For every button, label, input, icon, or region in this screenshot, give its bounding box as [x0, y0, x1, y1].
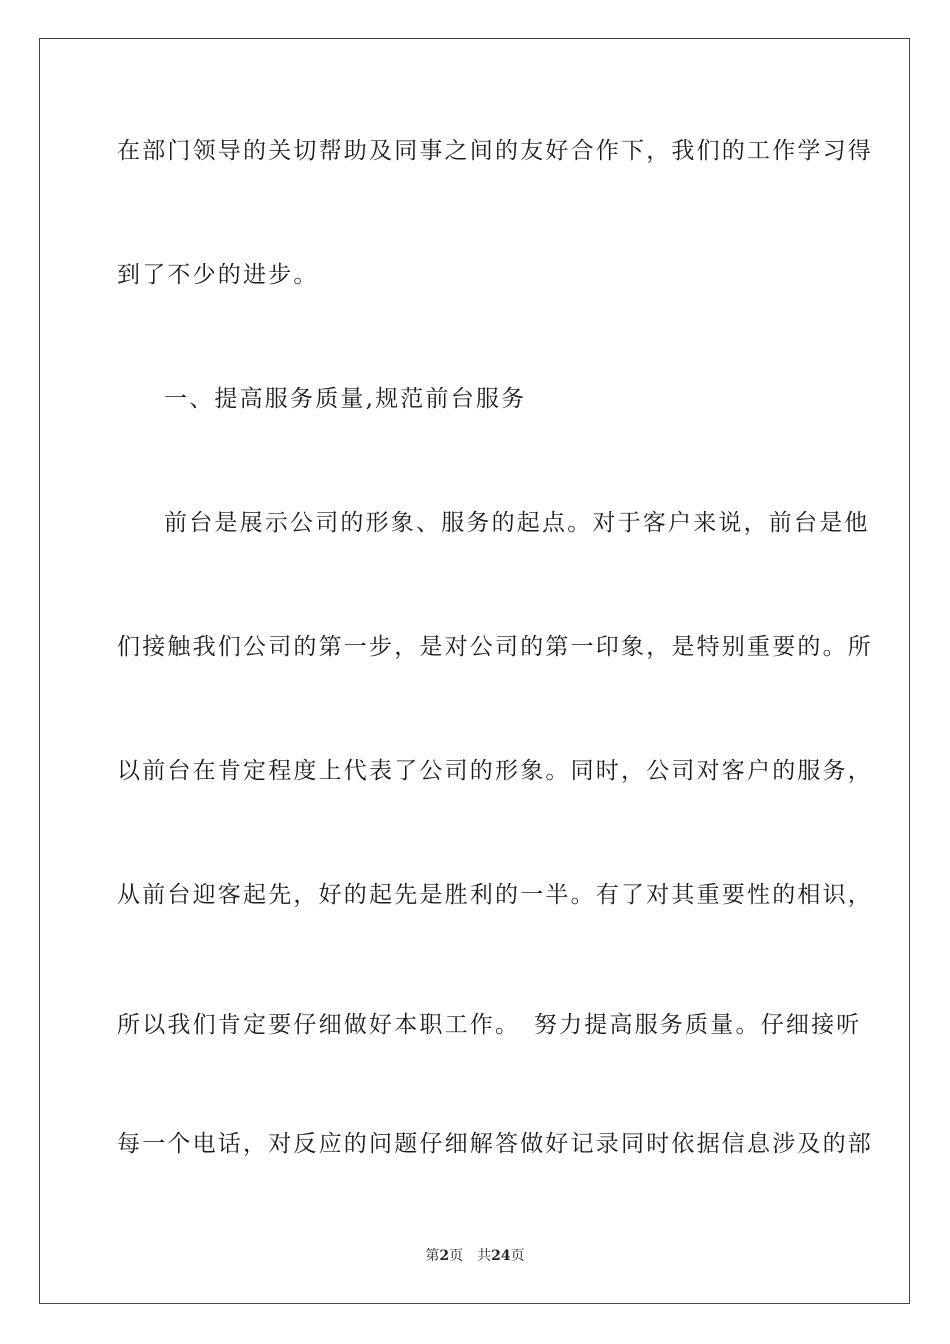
page-border [39, 38, 910, 1304]
text-line: 以前台在肯定程度上代表了公司的形象。同时，公司对客户的服务， [117, 758, 873, 784]
page-suffix: 页 [449, 1248, 464, 1264]
text-line: 到了不少的进步。 [117, 262, 319, 288]
text-line: 所以我们肯定要仔细做好本职工作。 努力提高服务质量。仔细接听 [117, 1012, 862, 1038]
page-number: 2 [439, 1248, 450, 1264]
total-pages: 24 [491, 1248, 511, 1264]
text-line: 在部门领导的关切帮助及同事之间的友好合作下，我们的工作学习得 [117, 138, 873, 164]
total-suffix: 页 [510, 1248, 525, 1264]
paragraph-first-line: 前台是展示公司的形象、服务的起点。对于客户来说，前台是他 [164, 510, 870, 536]
page-footer [0, 1247, 950, 1265]
page-prefix: 第 [425, 1248, 440, 1264]
section-heading: 一、提高服务质量,规范前台服务 [164, 386, 527, 412]
text-line: 从前台迎客起先，好的起先是胜利的一半。有了对其重要性的相识， [117, 882, 873, 908]
text-line: 们接触我们公司的第一步，是对公司的第一印象，是特别重要的。所 [117, 634, 873, 660]
total-prefix: 共 [477, 1248, 492, 1264]
text-line: 每一个电话，对反应的问题仔细解答做好记录同时依据信息涉及的部 [117, 1131, 873, 1157]
